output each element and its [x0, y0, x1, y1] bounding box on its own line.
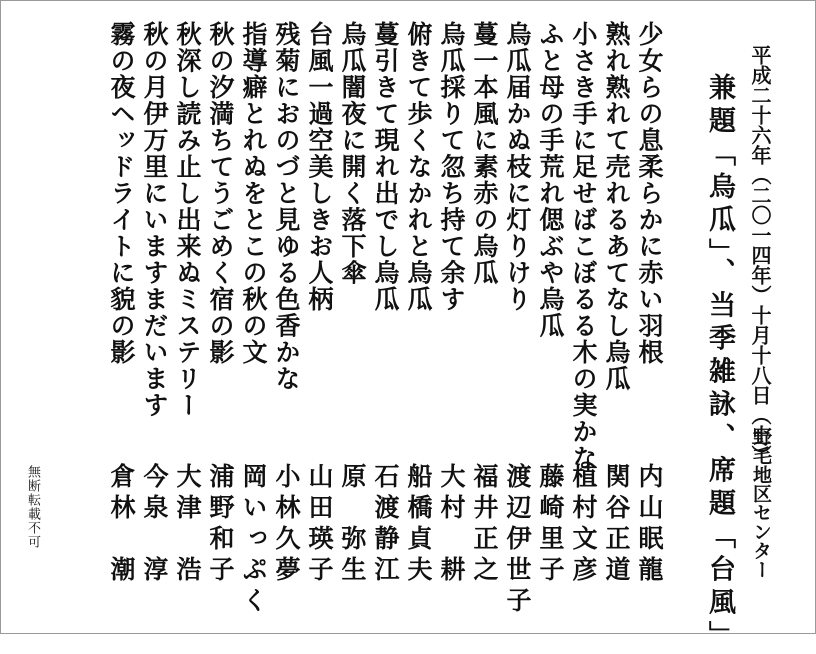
author-name: 福井正之	[470, 463, 499, 587]
haiku-line: 烏瓜届かぬ枝に灯りけり	[503, 21, 532, 313]
haiku-line: 烏瓜闇夜に開く落下傘	[338, 21, 367, 286]
author-name: 植村文彦	[569, 463, 598, 587]
author-name: 大村 耕	[437, 463, 466, 587]
author-name: 山田瑛子	[305, 463, 334, 587]
author-name: 今泉 淳	[140, 463, 169, 587]
haiku-line: 指導癖とれぬをとこの秋の文	[239, 21, 268, 366]
haiku-line: 蔓引きて現れ出でし烏瓜	[371, 21, 400, 313]
author-name: 大津 浩	[173, 463, 202, 587]
haiku-line: 台風一過空美しきお人柄	[305, 21, 334, 313]
haiku-line: 残菊におのづと見ゆる色香かな	[272, 21, 301, 392]
author-name: 船橋貞夫	[404, 463, 433, 587]
haiku-line: 俯きて歩くなかれと烏瓜	[404, 21, 433, 313]
author-name: 浦野和子	[206, 463, 235, 587]
author-name: 関谷正道	[602, 463, 631, 587]
haiku-line: ふと母の手荒れ偲ぶや烏瓜	[536, 21, 565, 339]
haiku-line: 蔓一本風に素赤の烏瓜	[470, 21, 499, 286]
author-name: 内山眠龍	[635, 463, 664, 587]
haiku-line: 烏瓜採りて忽ち持て余す	[437, 21, 466, 313]
author-name: 渡辺伊世子	[503, 463, 532, 618]
author-name: 倉林 潮	[107, 463, 136, 587]
haiku-subject: 兼題「烏瓜」、当季雑詠、席題「台風」	[704, 73, 735, 654]
author-name: 岡いっぷく	[239, 463, 268, 618]
author-name: 藤崎里子	[536, 463, 565, 587]
haiku-line: 少女らの息柔らかに赤い羽根	[635, 21, 664, 366]
author-name: 石渡静江	[371, 463, 400, 587]
haiku-line: 小さき手に足せばこぼるる木の実かな	[569, 21, 598, 472]
haiku-line: 秋深し読み止し出来ぬミステリー	[173, 21, 202, 419]
author-name: 原 弥生	[338, 463, 367, 587]
meeting-place: 野毛地区センター	[750, 427, 772, 579]
author-name: 小林久夢	[272, 463, 301, 587]
haiku-line: 秋の汐満ちてうごめく宿の影	[206, 21, 235, 366]
no-reprint-notice: 無断転載不可	[25, 465, 40, 549]
haiku-line: 霧の夜ヘッドライトに貌の影	[107, 21, 136, 366]
haiku-line: 秋の月伊万里にいますまだいます	[140, 21, 169, 419]
meeting-date: 平成二十六年（二〇一四年）十月十八日（土）	[748, 45, 772, 465]
haiku-line: 熟れ熟れて売れるあてなし烏瓜	[602, 21, 631, 392]
